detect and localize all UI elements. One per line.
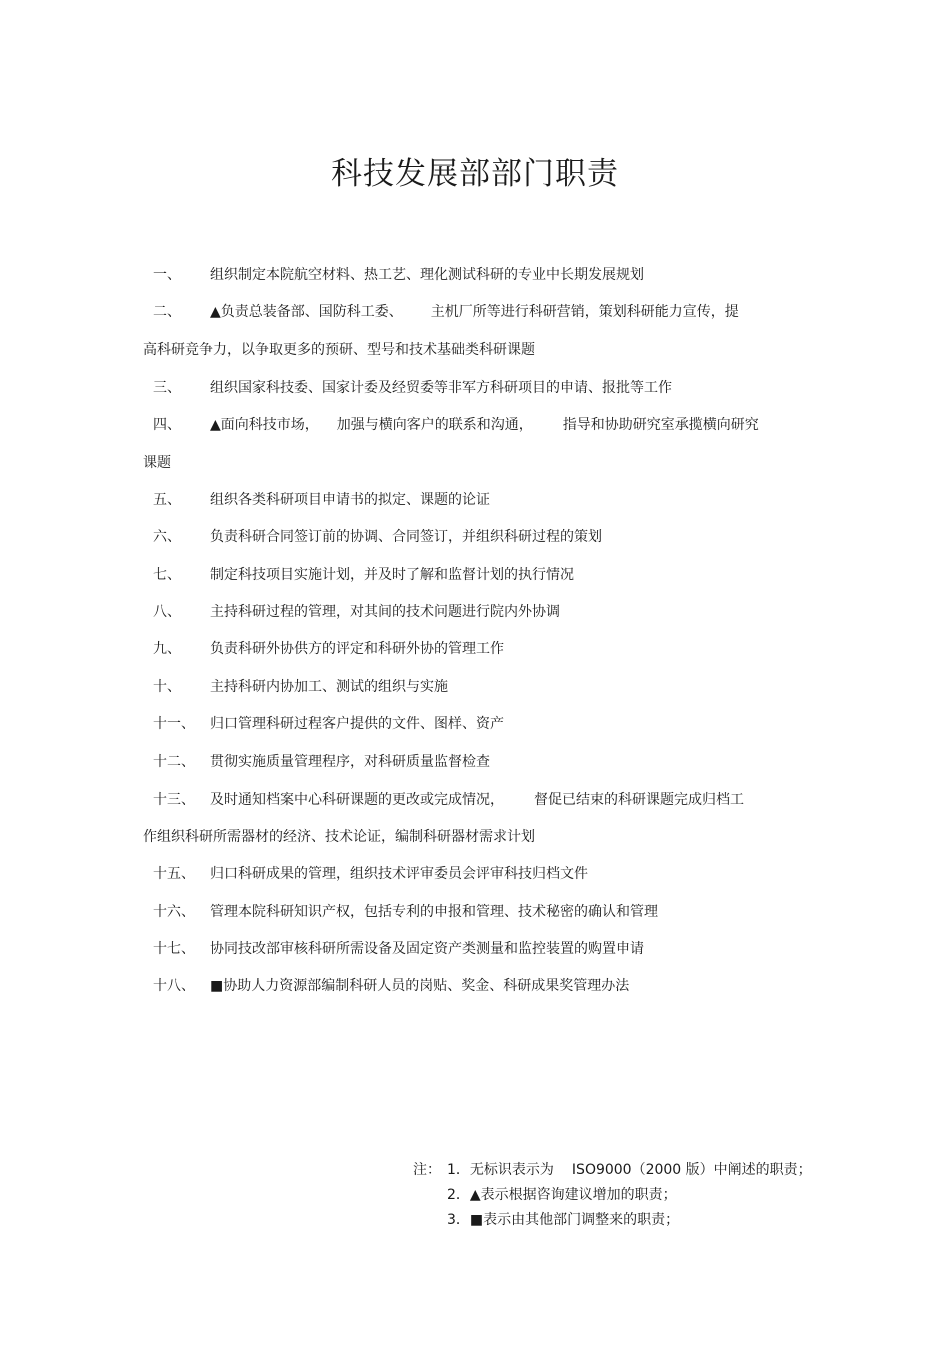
item-continuation-text: 作组织科研所需器材的经济、技术论证，编制科研器材需求计划 — [143, 829, 535, 845]
document-title: 科技发展部部门职责 — [331, 156, 619, 192]
item-text: 归口科研成果的管理，组织技术评审委员会评审科技归档文件 — [210, 866, 588, 882]
item-text: 贯彻实施质量管理程序，对科研质量监督检查 — [210, 754, 490, 770]
item-number: 十、 — [153, 679, 181, 695]
item-text: 组织各类科研项目申请书的拟定、课题的论证 — [210, 492, 490, 508]
note-label: 注： — [413, 1162, 441, 1178]
item-text: 主持科研过程的管理，对其间的技术问题进行院内外协调 — [210, 604, 560, 620]
item-text-part: ▲面向科技市场， — [210, 417, 319, 433]
item-text: 负责科研合同签订前的协调、合同签订，并组织科研过程的策划 — [210, 529, 602, 545]
item-number: 九、 — [153, 641, 181, 657]
item-text: 组织制定本院航空材料、热工艺、理化测试科研的专业中长期发展规划 — [210, 267, 644, 283]
item-number: 五、 — [153, 492, 181, 508]
item-text: 归口管理科研过程客户提供的文件、图样、资产 — [210, 716, 504, 732]
item-text-part: 加强与横向客户的联系和沟通， — [336, 417, 533, 433]
item-number: 四、 — [153, 417, 181, 433]
item-text: 负责科研外协供方的评定和科研外协的管理工作 — [210, 641, 504, 657]
note-text-part: ISO9000（2000 版）中阐述的职责； — [571, 1162, 812, 1178]
item-text-part: 指导和协助研究室承揽横向研究 — [562, 417, 759, 433]
item-number: 十七、 — [153, 941, 195, 957]
note-text: 3．■表示由其他部门调整来的职责； — [447, 1212, 680, 1228]
item-text-part: 督促已结束的科研课题完成归档工 — [534, 792, 744, 808]
item-text: 管理本院科研知识产权，包括专利的申报和管理、技术秘密的确认和管理 — [210, 904, 658, 920]
item-text — [210, 791, 744, 809]
item-number: 三、 — [153, 380, 181, 396]
item-text — [210, 416, 759, 434]
item-text: 协同技改部审核科研所需设备及固定资产类测量和监控装置的购置申请 — [210, 941, 644, 957]
item-text: 主持科研内协加工、测试的组织与实施 — [210, 679, 448, 695]
item-number: 十二、 — [153, 754, 195, 770]
item-text: 制定科技项目实施计划，并及时了解和监督计划的执行情况 — [210, 567, 574, 583]
note-text: 2．▲表示根据咨询建议增加的职责； — [447, 1187, 677, 1203]
item-number: 十三、 — [153, 792, 195, 808]
item-continuation-text: 高科研竞争力，以争取更多的预研、型号和技术基础类科研课题 — [143, 342, 535, 358]
item-number: 十五、 — [153, 866, 195, 882]
item-text — [210, 303, 739, 321]
item-text-part: 及时通知档案中心科研课题的更改或完成情况， — [210, 792, 504, 808]
item-text-part: 主机厂所等进行科研营销，策划科研能力宣传，提 — [430, 304, 739, 320]
item-text-part: ▲负责总装备部、国防科工委、 — [210, 304, 403, 320]
item-text: ■协助人力资源部编制科研人员的岗贴、奖金、科研成果奖管理办法 — [210, 978, 630, 994]
item-number: 一、 — [153, 267, 181, 283]
item-number: 六、 — [153, 529, 181, 545]
note-text — [447, 1161, 812, 1179]
note-text-part: 1．无标识表示为 — [447, 1162, 554, 1178]
item-number: 七、 — [153, 567, 181, 583]
item-number: 十一、 — [153, 716, 195, 732]
item-number: 二、 — [153, 304, 181, 320]
item-text: 组织国家科技委、国家计委及经贸委等非军方科研项目的申请、报批等工作 — [210, 380, 672, 396]
item-number: 十八、 — [153, 978, 195, 994]
item-number: 八、 — [153, 604, 181, 620]
item-continuation-text: 课题 — [143, 455, 171, 471]
item-number: 十六、 — [153, 904, 195, 920]
